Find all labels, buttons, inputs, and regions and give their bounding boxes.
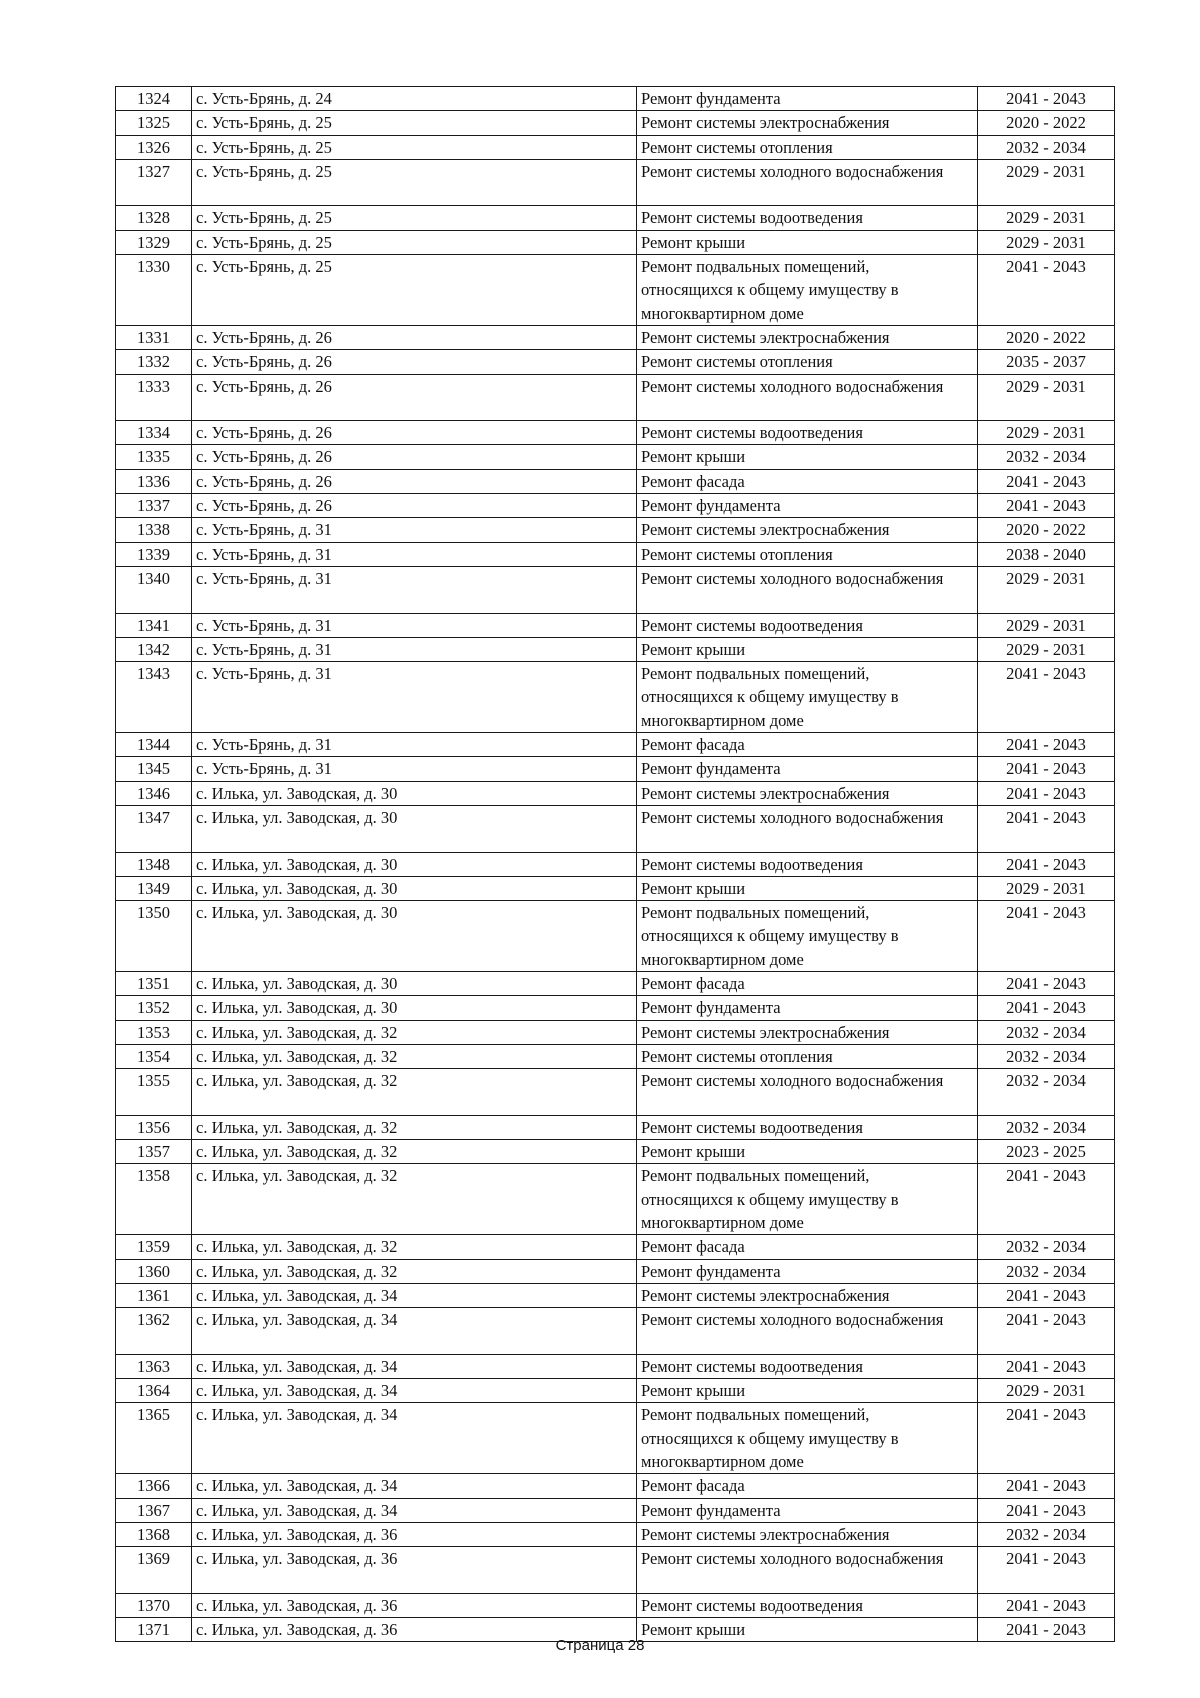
row-number-cell: 1324 <box>116 87 192 111</box>
work-type-cell: Ремонт системы электроснабжения <box>637 518 978 542</box>
address-cell: с. Илька, ул. Заводская, д. 32 <box>192 1115 637 1139</box>
address-cell: с. Илька, ул. Заводская, д. 34 <box>192 1354 637 1378</box>
work-type-cell: Ремонт фундамента <box>637 1498 978 1522</box>
address-cell: с. Илька, ул. Заводская, д. 32 <box>192 1259 637 1283</box>
row-number-cell: 1335 <box>116 445 192 469</box>
address-cell: с. Илька, ул. Заводская, д. 30 <box>192 901 637 972</box>
work-type-cell: Ремонт системы электроснабжения <box>637 1522 978 1546</box>
table-row <box>116 901 1115 972</box>
work-type-cell: Ремонт системы холодного водоснабжения <box>637 566 978 613</box>
address-cell: с. Илька, ул. Заводская, д. 30 <box>192 805 637 852</box>
work-type-cell: Ремонт крыши <box>637 1140 978 1164</box>
table-body <box>116 87 1115 1642</box>
table-row <box>116 1283 1115 1307</box>
period-cell: 2041 - 2043 <box>978 757 1115 781</box>
row-number-cell: 1339 <box>116 542 192 566</box>
work-type-cell: Ремонт фасада <box>637 733 978 757</box>
work-type-cell: Ремонт системы отопления <box>637 135 978 159</box>
address-cell: с. Илька, ул. Заводская, д. 34 <box>192 1403 637 1474</box>
address-cell: с. Усть-Брянь, д. 31 <box>192 662 637 733</box>
table-row <box>116 1593 1115 1617</box>
work-type-cell: Ремонт системы водоотведения <box>637 1354 978 1378</box>
table-row <box>116 421 1115 445</box>
row-number-cell: 1336 <box>116 469 192 493</box>
row-number-cell: 1326 <box>116 135 192 159</box>
address-cell: с. Илька, ул. Заводская, д. 34 <box>192 1474 637 1498</box>
period-cell: 2041 - 2043 <box>978 1593 1115 1617</box>
row-number-cell: 1366 <box>116 1474 192 1498</box>
period-cell: 2020 - 2022 <box>978 518 1115 542</box>
row-number-cell: 1333 <box>116 374 192 421</box>
address-cell: с. Илька, ул. Заводская, д. 36 <box>192 1547 637 1594</box>
address-cell: с. Усть-Брянь, д. 31 <box>192 566 637 613</box>
row-number-cell: 1355 <box>116 1069 192 1116</box>
table-row <box>116 996 1115 1020</box>
period-cell: 2032 - 2034 <box>978 1235 1115 1259</box>
work-type-cell: Ремонт системы холодного водоснабжения <box>637 1069 978 1116</box>
row-number-cell: 1369 <box>116 1547 192 1594</box>
table-row <box>116 206 1115 230</box>
table-row <box>116 1044 1115 1068</box>
table-row <box>116 613 1115 637</box>
address-cell: с. Усть-Брянь, д. 31 <box>192 757 637 781</box>
row-number-cell: 1329 <box>116 230 192 254</box>
address-cell: с. Усть-Брянь, д. 25 <box>192 111 637 135</box>
table-row <box>116 469 1115 493</box>
row-number-cell: 1342 <box>116 637 192 661</box>
period-cell: 2029 - 2031 <box>978 206 1115 230</box>
work-type-cell: Ремонт системы холодного водоснабжения <box>637 1308 978 1355</box>
work-type-cell: Ремонт системы электроснабжения <box>637 325 978 349</box>
period-cell: 2041 - 2043 <box>978 1498 1115 1522</box>
row-number-cell: 1371 <box>116 1618 192 1642</box>
address-cell: с. Усть-Брянь, д. 25 <box>192 255 637 326</box>
address-cell: с. Илька, ул. Заводская, д. 34 <box>192 1283 637 1307</box>
work-type-cell: Ремонт системы водоотведения <box>637 206 978 230</box>
table-row <box>116 852 1115 876</box>
period-cell: 2041 - 2043 <box>978 494 1115 518</box>
address-cell: с. Илька, ул. Заводская, д. 36 <box>192 1593 637 1617</box>
work-type-cell: Ремонт подвальных помещений, относящихся к общему имуществу в многоквартирном доме <box>637 1403 978 1474</box>
row-number-cell: 1353 <box>116 1020 192 1044</box>
row-number-cell: 1325 <box>116 111 192 135</box>
row-number-cell: 1370 <box>116 1593 192 1617</box>
row-number-cell: 1356 <box>116 1115 192 1139</box>
table-row <box>116 781 1115 805</box>
table-row <box>116 325 1115 349</box>
period-cell: 2041 - 2043 <box>978 1618 1115 1642</box>
table-row <box>116 1498 1115 1522</box>
row-number-cell: 1344 <box>116 733 192 757</box>
table-row <box>116 1259 1115 1283</box>
row-number-cell: 1337 <box>116 494 192 518</box>
work-type-cell: Ремонт системы холодного водоснабжения <box>637 1547 978 1594</box>
address-cell: с. Илька, ул. Заводская, д. 34 <box>192 1308 637 1355</box>
period-cell: 2020 - 2022 <box>978 111 1115 135</box>
address-cell: с. Усть-Брянь, д. 31 <box>192 613 637 637</box>
work-type-cell: Ремонт системы водоотведения <box>637 421 978 445</box>
work-type-cell: Ремонт фундамента <box>637 996 978 1020</box>
address-cell: с. Усть-Брянь, д. 31 <box>192 518 637 542</box>
table-row <box>116 87 1115 111</box>
address-cell: с. Усть-Брянь, д. 26 <box>192 469 637 493</box>
address-cell: с. Усть-Брянь, д. 31 <box>192 637 637 661</box>
work-type-cell: Ремонт фасада <box>637 1474 978 1498</box>
address-cell: с. Илька, ул. Заводская, д. 32 <box>192 1140 637 1164</box>
address-cell: с. Илька, ул. Заводская, д. 30 <box>192 996 637 1020</box>
work-type-cell: Ремонт системы отопления <box>637 542 978 566</box>
table-row <box>116 542 1115 566</box>
period-cell: 2029 - 2031 <box>978 1379 1115 1403</box>
period-cell: 2041 - 2043 <box>978 901 1115 972</box>
work-type-cell: Ремонт системы холодного водоснабжения <box>637 374 978 421</box>
address-cell: с. Усть-Брянь, д. 26 <box>192 350 637 374</box>
period-cell: 2041 - 2043 <box>978 1547 1115 1594</box>
work-type-cell: Ремонт подвальных помещений, относящихся к общему имуществу в многоквартирном доме <box>637 1164 978 1235</box>
address-cell: с. Усть-Брянь, д. 25 <box>192 230 637 254</box>
table-row <box>116 1069 1115 1116</box>
work-type-cell: Ремонт системы водоотведения <box>637 852 978 876</box>
table-row <box>116 637 1115 661</box>
work-type-cell: Ремонт системы электроснабжения <box>637 1020 978 1044</box>
address-cell: с. Усть-Брянь, д. 25 <box>192 135 637 159</box>
period-cell: 2041 - 2043 <box>978 805 1115 852</box>
work-type-cell: Ремонт подвальных помещений, относящихся к общему имуществу в многоквартирном доме <box>637 662 978 733</box>
row-number-cell: 1362 <box>116 1308 192 1355</box>
row-number-cell: 1328 <box>116 206 192 230</box>
row-number-cell: 1331 <box>116 325 192 349</box>
period-cell: 2029 - 2031 <box>978 613 1115 637</box>
row-number-cell: 1348 <box>116 852 192 876</box>
address-cell: с. Илька, ул. Заводская, д. 32 <box>192 1069 637 1116</box>
row-number-cell: 1360 <box>116 1259 192 1283</box>
row-number-cell: 1357 <box>116 1140 192 1164</box>
address-cell: с. Илька, ул. Заводская, д. 36 <box>192 1618 637 1642</box>
table-row <box>116 111 1115 135</box>
period-cell: 2023 - 2025 <box>978 1140 1115 1164</box>
period-cell: 2029 - 2031 <box>978 230 1115 254</box>
row-number-cell: 1338 <box>116 518 192 542</box>
row-number-cell: 1367 <box>116 1498 192 1522</box>
row-number-cell: 1354 <box>116 1044 192 1068</box>
period-cell: 2029 - 2031 <box>978 374 1115 421</box>
address-cell: с. Илька, ул. Заводская, д. 32 <box>192 1020 637 1044</box>
address-cell: с. Илька, ул. Заводская, д. 30 <box>192 876 637 900</box>
table-row <box>116 1235 1115 1259</box>
table-row <box>116 494 1115 518</box>
table-row <box>116 1115 1115 1139</box>
work-type-cell: Ремонт подвальных помещений, относящихся к общему имуществу в многоквартирном доме <box>637 901 978 972</box>
address-cell: с. Илька, ул. Заводская, д. 32 <box>192 1235 637 1259</box>
address-cell: с. Илька, ул. Заводская, д. 30 <box>192 852 637 876</box>
table-row <box>116 1547 1115 1594</box>
row-number-cell: 1341 <box>116 613 192 637</box>
period-cell: 2032 - 2034 <box>978 1069 1115 1116</box>
row-number-cell: 1368 <box>116 1522 192 1546</box>
table-row <box>116 971 1115 995</box>
table-row <box>116 757 1115 781</box>
table-row <box>116 518 1115 542</box>
table-row <box>116 255 1115 326</box>
row-number-cell: 1327 <box>116 159 192 206</box>
work-type-cell: Ремонт системы водоотведения <box>637 1115 978 1139</box>
page-number: Страница 28 <box>555 1637 645 1654</box>
work-type-cell: Ремонт системы водоотведения <box>637 1593 978 1617</box>
work-type-cell: Ремонт фасада <box>637 469 978 493</box>
table-row <box>116 1379 1115 1403</box>
table-row <box>116 876 1115 900</box>
work-type-cell: Ремонт системы отопления <box>637 350 978 374</box>
period-cell: 2041 - 2043 <box>978 733 1115 757</box>
period-cell: 2041 - 2043 <box>978 781 1115 805</box>
address-cell: с. Усть-Брянь, д. 26 <box>192 421 637 445</box>
address-cell: с. Усть-Брянь, д. 24 <box>192 87 637 111</box>
row-number-cell: 1365 <box>116 1403 192 1474</box>
work-type-cell: Ремонт подвальных помещений, относящихся к общему имуществу в многоквартирном доме <box>637 255 978 326</box>
row-number-cell: 1358 <box>116 1164 192 1235</box>
table-row <box>116 350 1115 374</box>
row-number-cell: 1334 <box>116 421 192 445</box>
table-row <box>116 1020 1115 1044</box>
work-type-cell: Ремонт системы отопления <box>637 1044 978 1068</box>
period-cell: 2029 - 2031 <box>978 421 1115 445</box>
period-cell: 2041 - 2043 <box>978 1474 1115 1498</box>
address-cell: с. Илька, ул. Заводская, д. 30 <box>192 971 637 995</box>
address-cell: с. Илька, ул. Заводская, д. 32 <box>192 1164 637 1235</box>
period-cell: 2020 - 2022 <box>978 325 1115 349</box>
table-row <box>116 230 1115 254</box>
period-cell: 2038 - 2040 <box>978 542 1115 566</box>
period-cell: 2029 - 2031 <box>978 637 1115 661</box>
period-cell: 2041 - 2043 <box>978 662 1115 733</box>
row-number-cell: 1363 <box>116 1354 192 1378</box>
period-cell: 2032 - 2034 <box>978 1259 1115 1283</box>
row-number-cell: 1349 <box>116 876 192 900</box>
work-type-cell: Ремонт системы электроснабжения <box>637 781 978 805</box>
table-row <box>116 445 1115 469</box>
table-row <box>116 1522 1115 1546</box>
row-number-cell: 1361 <box>116 1283 192 1307</box>
period-cell: 2041 - 2043 <box>978 971 1115 995</box>
row-number-cell: 1340 <box>116 566 192 613</box>
address-cell: с. Усть-Брянь, д. 26 <box>192 494 637 518</box>
period-cell: 2029 - 2031 <box>978 159 1115 206</box>
table-row <box>116 1164 1115 1235</box>
period-cell: 2041 - 2043 <box>978 1354 1115 1378</box>
work-type-cell: Ремонт фундамента <box>637 494 978 518</box>
period-cell: 2041 - 2043 <box>978 469 1115 493</box>
period-cell: 2041 - 2043 <box>978 1164 1115 1235</box>
row-number-cell: 1345 <box>116 757 192 781</box>
work-type-cell: Ремонт системы электроснабжения <box>637 111 978 135</box>
period-cell: 2032 - 2034 <box>978 1020 1115 1044</box>
period-cell: 2041 - 2043 <box>978 1308 1115 1355</box>
address-cell: с. Усть-Брянь, д. 26 <box>192 445 637 469</box>
work-type-cell: Ремонт фасада <box>637 971 978 995</box>
period-cell: 2029 - 2031 <box>978 876 1115 900</box>
address-cell: с. Усть-Брянь, д. 26 <box>192 325 637 349</box>
row-number-cell: 1364 <box>116 1379 192 1403</box>
work-type-cell: Ремонт крыши <box>637 1618 978 1642</box>
period-cell: 2041 - 2043 <box>978 996 1115 1020</box>
table-row <box>116 1474 1115 1498</box>
table-row <box>116 135 1115 159</box>
address-cell: с. Усть-Брянь, д. 31 <box>192 733 637 757</box>
period-cell: 2041 - 2043 <box>978 1403 1115 1474</box>
period-cell: 2032 - 2034 <box>978 1044 1115 1068</box>
work-type-cell: Ремонт фасада <box>637 1235 978 1259</box>
row-number-cell: 1347 <box>116 805 192 852</box>
work-type-cell: Ремонт фундамента <box>637 87 978 111</box>
row-number-cell: 1351 <box>116 971 192 995</box>
table-row <box>116 1403 1115 1474</box>
period-cell: 2032 - 2034 <box>978 445 1115 469</box>
schedule-table <box>115 86 1115 1642</box>
address-cell: с. Усть-Брянь, д. 26 <box>192 374 637 421</box>
table-row <box>116 1354 1115 1378</box>
period-cell: 2032 - 2034 <box>978 1115 1115 1139</box>
row-number-cell: 1352 <box>116 996 192 1020</box>
period-cell: 2041 - 2043 <box>978 852 1115 876</box>
work-type-cell: Ремонт системы холодного водоснабжения <box>637 805 978 852</box>
work-type-cell: Ремонт крыши <box>637 230 978 254</box>
period-cell: 2032 - 2034 <box>978 135 1115 159</box>
period-cell: 2041 - 2043 <box>978 87 1115 111</box>
work-type-cell: Ремонт крыши <box>637 876 978 900</box>
work-type-cell: Ремонт крыши <box>637 445 978 469</box>
address-cell: с. Илька, ул. Заводская, д. 36 <box>192 1522 637 1546</box>
work-type-cell: Ремонт фундамента <box>637 1259 978 1283</box>
table-row <box>116 374 1115 421</box>
table-row <box>116 159 1115 206</box>
work-type-cell: Ремонт системы электроснабжения <box>637 1283 978 1307</box>
address-cell: с. Илька, ул. Заводская, д. 34 <box>192 1498 637 1522</box>
work-type-cell: Ремонт крыши <box>637 1379 978 1403</box>
address-cell: с. Илька, ул. Заводская, д. 32 <box>192 1044 637 1068</box>
work-type-cell: Ремонт крыши <box>637 637 978 661</box>
work-type-cell: Ремонт фундамента <box>637 757 978 781</box>
period-cell: 2035 - 2037 <box>978 350 1115 374</box>
address-cell: с. Илька, ул. Заводская, д. 34 <box>192 1379 637 1403</box>
table-row <box>116 566 1115 613</box>
table-row <box>116 1140 1115 1164</box>
address-cell: с. Усть-Брянь, д. 31 <box>192 542 637 566</box>
period-cell: 2032 - 2034 <box>978 1522 1115 1546</box>
address-cell: с. Усть-Брянь, д. 25 <box>192 206 637 230</box>
address-cell: с. Усть-Брянь, д. 25 <box>192 159 637 206</box>
table-row <box>116 1308 1115 1355</box>
work-type-cell: Ремонт системы водоотведения <box>637 613 978 637</box>
row-number-cell: 1346 <box>116 781 192 805</box>
work-type-cell: Ремонт системы холодного водоснабжения <box>637 159 978 206</box>
row-number-cell: 1330 <box>116 255 192 326</box>
row-number-cell: 1343 <box>116 662 192 733</box>
period-cell: 2041 - 2043 <box>978 255 1115 326</box>
address-cell: с. Илька, ул. Заводская, д. 30 <box>192 781 637 805</box>
period-cell: 2041 - 2043 <box>978 1283 1115 1307</box>
period-cell: 2029 - 2031 <box>978 566 1115 613</box>
table-row <box>116 662 1115 733</box>
table-row <box>116 733 1115 757</box>
row-number-cell: 1350 <box>116 901 192 972</box>
row-number-cell: 1359 <box>116 1235 192 1259</box>
row-number-cell: 1332 <box>116 350 192 374</box>
table-row <box>116 805 1115 852</box>
